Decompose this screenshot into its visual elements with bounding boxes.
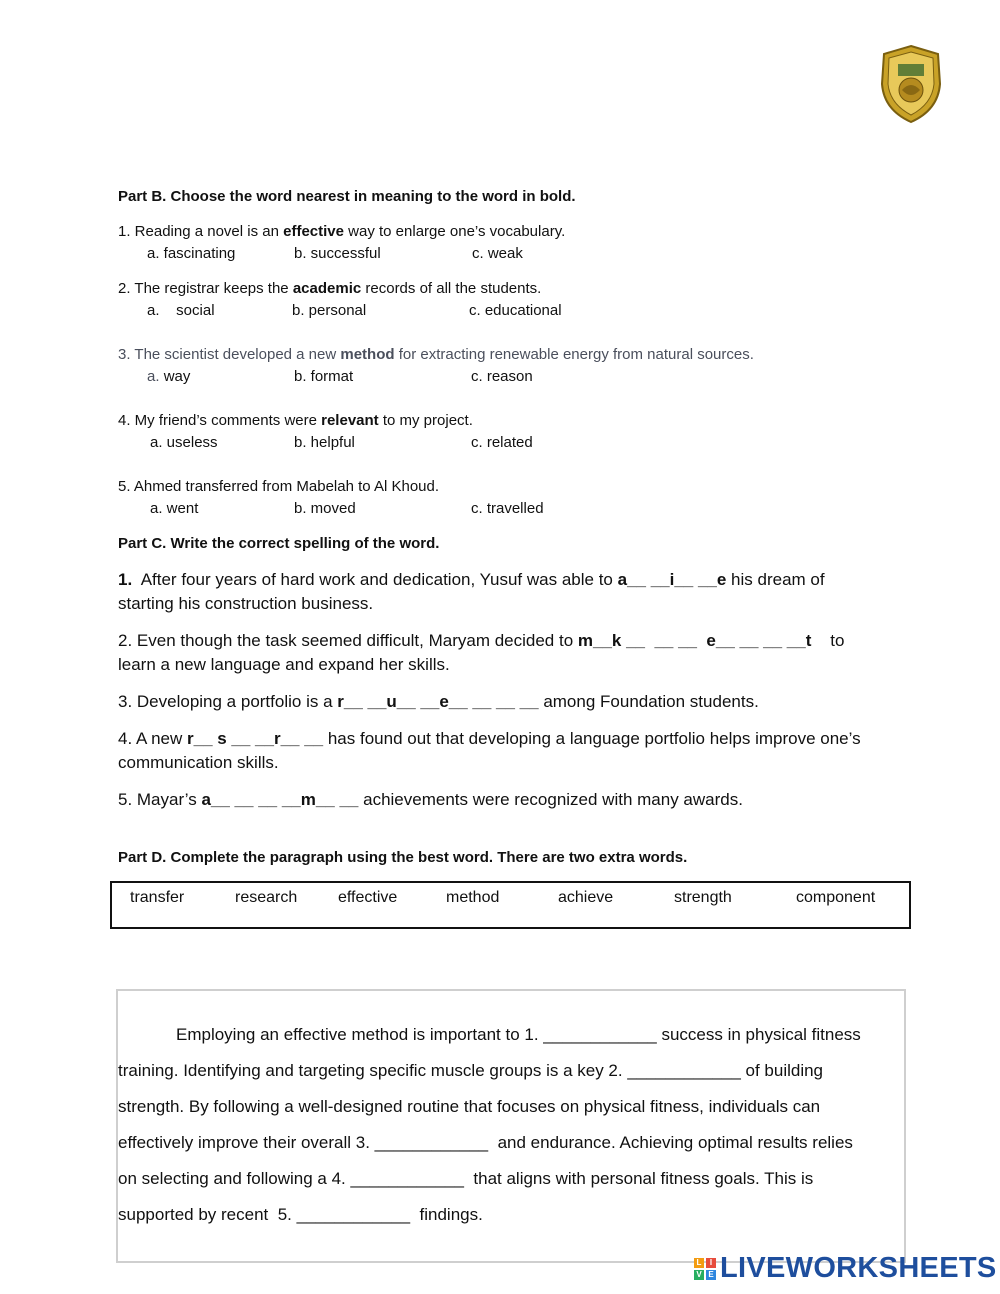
question-c2-line2: learn a new language and expand her skills. — [118, 655, 450, 674]
question-c4: 4. A new r__ s __ __r__ __ has found out that developing a language portfolio helps improve one’s — [118, 729, 861, 748]
question-b2: 2. The registrar keeps the academic records of all the students. — [118, 280, 542, 297]
option-b4-a[interactable]: a. useless — [150, 434, 218, 451]
word-bank-item: effective — [338, 889, 398, 906]
part-b-heading: Part B. Choose the word nearest in meaning to the word in bold. — [118, 188, 576, 205]
question-c1: 1. After four years of hard work and dedication, Yusuf was able to a__ __i__ __e his dream of — [118, 570, 825, 589]
option-b4-b[interactable]: b. helpful — [294, 434, 355, 451]
option-b5-b[interactable]: b. moved — [294, 500, 356, 517]
spelling-blank-c5[interactable]: a__ __ __ __m__ __ — [201, 790, 359, 809]
question-b4: 4. My friend’s comments were relevant to my project. — [118, 412, 473, 429]
paragraph-line[interactable]: on selecting and following a 4. ____________ that aligns with personal fitness goals. This is — [118, 1169, 814, 1188]
part-d-heading: Part D. Complete the paragraph using the best word. There are two extra words. — [118, 849, 688, 866]
option-b4-c[interactable]: c. related — [471, 434, 533, 451]
part-c-heading: Part C. Write the correct spelling of the word. — [118, 535, 440, 552]
spelling-blank-c1[interactable]: a__ __i__ __e — [617, 570, 727, 589]
option-b2-a[interactable]: a. social — [147, 302, 215, 319]
question-c5: 5. Mayar’s a__ __ __ __m__ __ achievements were recognized with many awards. — [118, 790, 743, 809]
option-b1-b[interactable]: b. successful — [294, 245, 381, 262]
option-b2-b[interactable]: b. personal — [292, 302, 367, 319]
paragraph-line[interactable]: training. Identifying and targeting specific muscle groups is a key 2. ____________ of building — [118, 1061, 824, 1080]
option-b1-c[interactable]: c. weak — [472, 245, 523, 262]
word-bank-item: achieve — [558, 889, 614, 906]
option-b2-c[interactable]: c. educational — [469, 302, 562, 319]
option-b1-a[interactable]: a. fascinating — [147, 245, 236, 262]
spelling-blank-c4[interactable]: r__ s __ __r__ __ — [187, 729, 324, 748]
option-b3-c[interactable]: c. reason — [471, 368, 533, 385]
spelling-blank-c3[interactable]: r__ __u__ __e__ __ __ __ — [337, 692, 539, 711]
paragraph-line: strength. By following a well-designed routine that focuses on physical fitness, individuals can — [118, 1097, 821, 1116]
word-bank-item: research — [235, 889, 298, 906]
spelling-blank-c2[interactable]: m__k __ __ __ e__ __ __ __t — [577, 631, 812, 650]
university-seal-icon — [878, 44, 944, 124]
question-c3: 3. Developing a portfolio is a r__ __u__ __e__ __ __ __ among Foundation students. — [118, 692, 759, 711]
option-b5-a[interactable]: a. went — [150, 500, 199, 517]
word-bank — [110, 881, 911, 929]
question-b1: 1. Reading a novel is an effective way to enlarge one’s vocabulary. — [118, 223, 566, 240]
word-bank-item: strength — [674, 889, 732, 906]
liveworksheets-logo[interactable]: LIVEWORKSHEETS — [720, 1252, 997, 1284]
question-c4-line2: communication skills. — [118, 753, 279, 772]
question-c1-line2: starting his construction business. — [118, 594, 374, 613]
option-b3-a[interactable]: a. way — [147, 368, 191, 385]
question-b5: 5. Ahmed transferred from Mabelah to Al Khoud. — [118, 478, 440, 495]
word-bank-item: transfer — [130, 889, 185, 906]
question-c2: 2. Even though the task seemed difficult, Maryam decided to m__k __ __ __ e__ __ __ __t to — [118, 631, 845, 650]
option-b3-b[interactable]: b. format — [294, 368, 354, 385]
question-b3: 3. The scientist developed a new method for extracting renewable energy from natural sources. — [118, 346, 754, 363]
word-bank-item: component — [796, 889, 876, 906]
paragraph-line[interactable]: Employing an effective method is important to 1. ____________ success in physical fitness — [176, 1025, 861, 1044]
word-bank-item: method — [446, 889, 500, 906]
option-b5-c[interactable]: c. travelled — [471, 500, 544, 517]
paragraph-line[interactable]: supported by recent 5. ____________ findings. — [118, 1205, 483, 1224]
paragraph-line[interactable]: effectively improve their overall 3. ____________ and endurance. Achieving optimal results relies — [118, 1133, 853, 1152]
